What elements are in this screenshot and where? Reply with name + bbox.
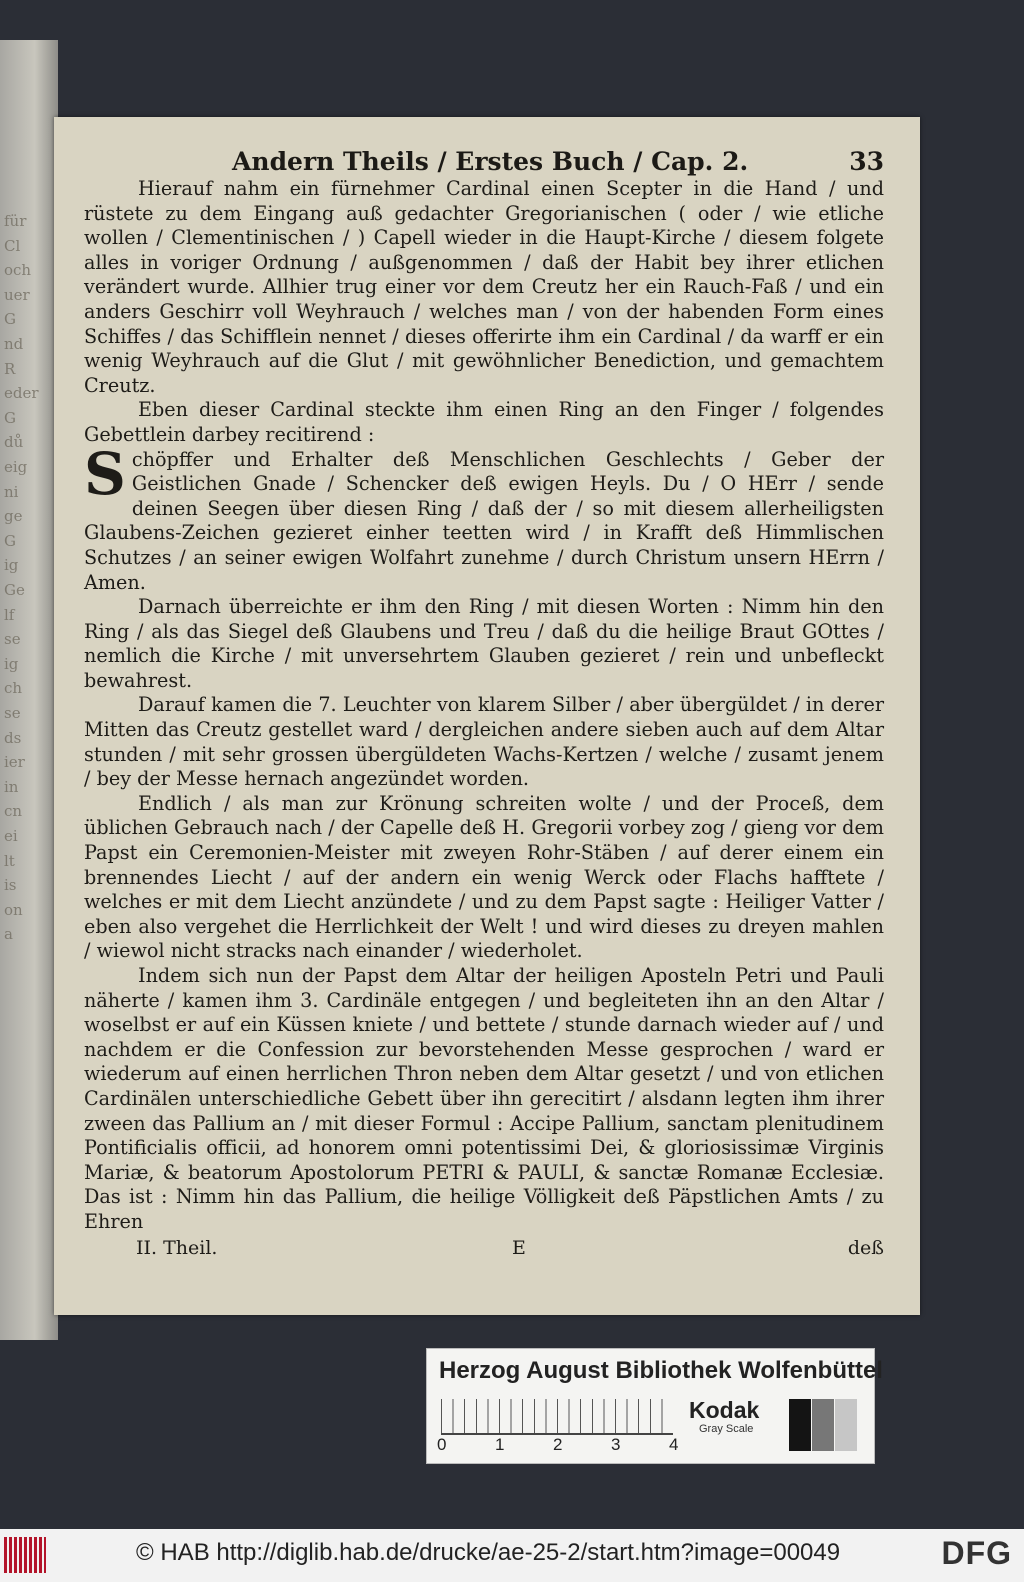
- left-page-fragment: on: [4, 900, 23, 919]
- gathering-mark: E: [512, 1236, 526, 1259]
- left-page-fragment: für: [4, 212, 27, 230]
- color-calibration-card: [426, 1348, 883, 1464]
- scale-ruler: [441, 1399, 673, 1435]
- left-page-fragment: ig: [4, 654, 19, 673]
- ruler-number: 3: [611, 1435, 621, 1454]
- gray-swatch-light: [835, 1399, 857, 1451]
- copyright-link[interactable]: © HAB http://diglib.hab.de/drucke/ae-25-2/start.htm?image=00049: [136, 1539, 841, 1566]
- left-page-fragment: is: [4, 876, 17, 895]
- left-page-fragment: nd: [4, 335, 24, 353]
- page-footer: [84, 1237, 884, 1265]
- body-text: [84, 177, 884, 1235]
- left-page-fragment: se: [4, 630, 21, 649]
- page-header: [84, 147, 884, 183]
- left-page-fragment: G: [4, 408, 16, 427]
- barcode-icon: [4, 1537, 46, 1573]
- ruler-number: 2: [553, 1435, 563, 1454]
- ruler-number: 0: [437, 1435, 447, 1454]
- page-number: 33: [849, 147, 884, 176]
- ruler-number: 1: [495, 1435, 505, 1454]
- running-title: Andern Theils / Erstes Buch / Cap. 2.: [232, 147, 749, 176]
- paragraph: Darauf kamen die 7. Leuchter von klarem Silber / aber übergüldet / in derer Mitten das Creutz gestellet ward / dergleichen andere sieben auch auf dem Altar stunden / mit sehr grossen übergüldeten Wachs-Kertzen / welche / zusamt jenem / bey der Messe hernach angezündet worden.: [84, 693, 884, 791]
- catchword: deß: [847, 1236, 884, 1259]
- institution-name: Herzog August Bibliothek Wolfenbüttel: [439, 1357, 883, 1384]
- book-page: [54, 117, 920, 1315]
- left-page-fragment: cn: [4, 802, 23, 821]
- left-page-fragment: uer: [4, 285, 30, 304]
- left-page-fragment: lt: [4, 851, 15, 870]
- left-page-fragment: ch: [4, 679, 23, 698]
- viewer-footer-bar: [0, 1529, 1024, 1582]
- paragraph: Indem sich nun der Papst dem Altar der heiligen Aposteln Petri und Pauli näherte / kamen ihm 3. Cardinäle entgegen / und begleiteten ihn an den Altar / woselbst er auf ein Küssen kniete / und bettete / stunde darnach wieder auf / und nachdem er die Confession zur bevorstehenden Messe gesprochen / ward er wiederum auf einen herrlichen Thron neben dem Altar gesetzt / und von etlichen Cardinälen unterschiedliche Gebett über ihn gerecitirt / alsdann legten ihm ihrer zween das Pallium an / mit dieser Formul : Accipe Pallium, sanctam plenitudinem Pontificialis officii, ad honorem omni potentissimi Dei, & gloriosissimæ Virginis Mariæ, & beatorum Apostolorum PETRI & PAULI, & sanctæ Romanæ Ecclesiæ. Das ist : Nimm hin das Pallium, die heilige Völligkeit deß Päpstlichen Amts / zu Ehren: [84, 964, 884, 1233]
- left-page-fragment: in: [4, 777, 19, 796]
- left-page-fragment: se: [4, 704, 21, 722]
- paragraph: Hierauf nahm ein fürnehmer Cardinal einen Scepter in die Hand / und rüstete zu dem Eingang auß gedachter Gregorianischen ( oder / wie etliche wollen / Clementinischen / ) Capell wieder in die Haupt-Kirche / diesem folgete alles in voriger Ordnung / außgenommen / daß der Habit bey ihrer etlichen verändert wurde. Allhier trug einer vor dem Creutz her ein Rauch-Faß / und ein anders Geschirr voll Weyhrauch / welches man / von der habenden Form eines Schiffes / das Schifflein nennet / dieses offerirte ihm ein Cardinal / da warff er ein wenig Weyhrauch auf die Glut / mit gewöhnlicher Benediction, und gemachtem Creutz.: [84, 177, 884, 397]
- left-page-fragment: ds: [4, 728, 22, 747]
- left-page-fragment: a: [4, 925, 13, 944]
- gray-swatch-dark: [789, 1399, 811, 1451]
- left-page-fragment: ei: [4, 827, 18, 845]
- left-page-fragment: lf: [4, 605, 15, 624]
- left-page-fragment: ni: [4, 482, 19, 501]
- left-page-fragment: och: [4, 261, 32, 280]
- signature-mark: II. Theil.: [136, 1236, 218, 1259]
- paragraph: Darnach überreichte er ihm den Ring / mit diesen Worten : Nimm hin den Ring / als das Siegel deß Glaubens und Treu / daß du die heilige Braut GOttes / nemlich die Kirche / mit unversehrtem Glauben gezieret / rein und unbefleckt bewahrest.: [84, 595, 884, 692]
- dfg-logo: DFG: [941, 1535, 1012, 1571]
- left-page-edge: [0, 40, 58, 1340]
- paragraph: Eben dieser Cardinal steckte ihm einen Ring an den Finger / folgendes Gebettlein darbey recitirend :: [84, 398, 884, 446]
- paragraph: Endlich / als man zur Krönung schreiten wolte / und der Proceß, dem üblichen Gebrauch nach / der Capelle deß H. Gregorii vorbey zog / gieng vor dem Papst ein Ceremonien-Meister mit zweyen Rohr-Stäben / auf derer einem ein brennendes Liecht / auf der andern ein wenig Werck oder Flachs hafftete / welches er mit dem Liecht anzündete / und zu dem Papst sagte : Heiliger Vatter / eben also vergehet die Herrlichkeit der Welt ! und wird dieses zu dreyen mahlen / wiewol nicht stracks nach einander / wiederholet.: [84, 791, 884, 963]
- left-page-fragment: eig: [4, 458, 28, 476]
- left-page-fragment: eder: [4, 384, 39, 403]
- left-page-fragment: R: [4, 359, 16, 378]
- left-page-fragment: ier: [4, 753, 25, 772]
- gray-swatch-mid: [812, 1399, 834, 1451]
- gray-scale-label: Gray Scale: [699, 1423, 754, 1435]
- left-page-fragment: G: [4, 531, 16, 550]
- kodak-logo: Kodak: [689, 1397, 760, 1423]
- left-page-fragment: Ge: [4, 581, 25, 599]
- left-page-fragment: G: [4, 310, 16, 329]
- left-page-fragment: dů: [4, 433, 24, 452]
- ruler-number: 4: [669, 1435, 679, 1454]
- prayer-paragraph: Schöpffer und Erhalter deß Menschlichen Geschlechts / Geber der Geistlichen Gnade / Schencker deß ewigen Heyls. Du / O HErr / sende deinen Seegen über diesen Ring / daß der / so mit diesem allerheiligsten Glaubens-Zeichen gezieret einher teetten wird / in Krafft deß Himmlischen Schutzes / an seiner ewigen Wolfahrt zunehme / durch Christum unsern HErrn / Amen.: [84, 439, 884, 594]
- left-page-fragment: ig: [4, 556, 19, 575]
- left-page-fragment: ge: [4, 507, 23, 526]
- left-page-fragment: Cl: [4, 236, 21, 255]
